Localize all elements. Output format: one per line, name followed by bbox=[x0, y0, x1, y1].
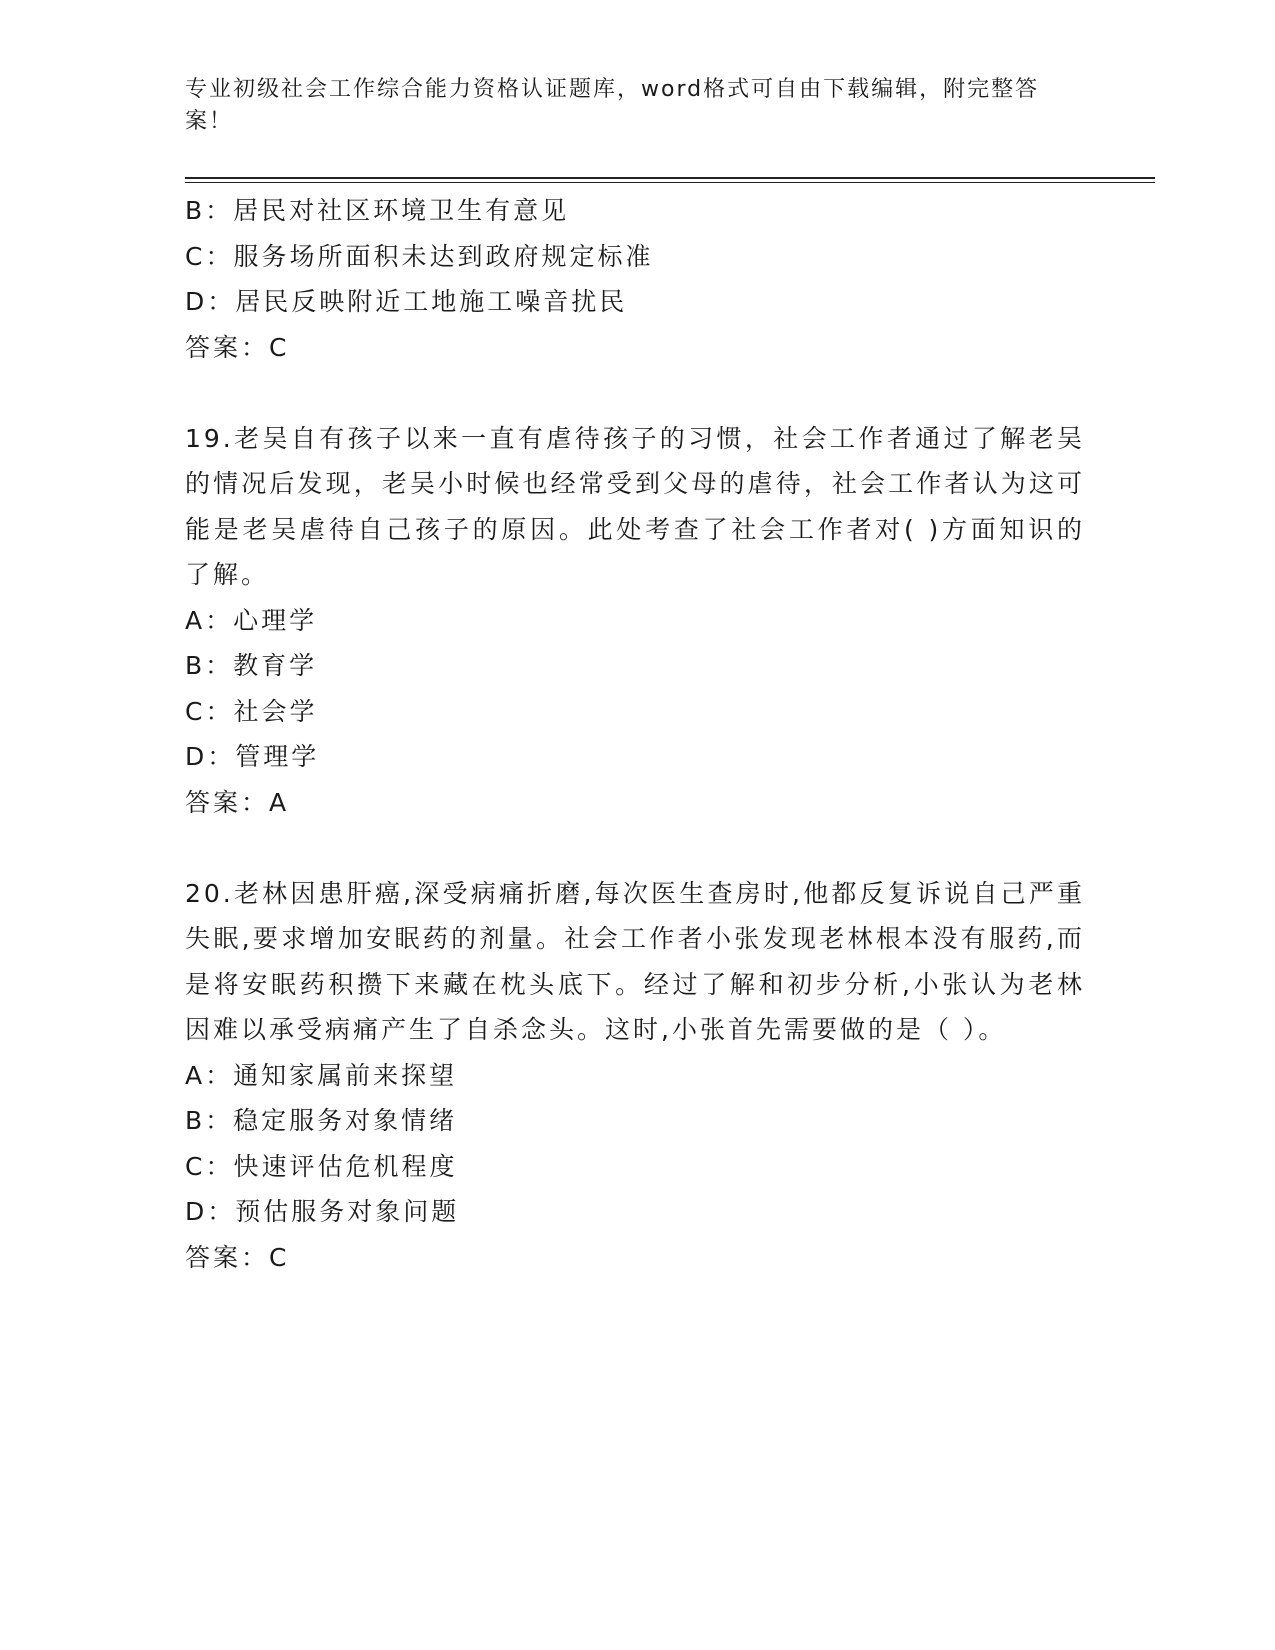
option-c: C：服务场所面积未达到政府规定标准 bbox=[185, 241, 654, 271]
question-stem: 19.老吴自有孩子以来一直有虐待孩子的习惯，社会工作者通过了解老吴的情况后发现，老吴小时候也经常受到父母的虐待，社会工作者认为这可能是老吴虐待自己孩子的原因。此处考查了社会工作者对( )方面知识的了解。 bbox=[185, 423, 1085, 589]
spacer bbox=[185, 825, 1085, 871]
option-a: A：心理学 bbox=[185, 605, 318, 635]
option-b: B：教育学 bbox=[185, 651, 318, 680]
option-b: B：居民对社区环境卫生有意见 bbox=[185, 196, 570, 225]
question-20 bbox=[185, 871, 1085, 1281]
question-stem: 20.老林因患肝癌,深受病痛折磨,每次医生查房时,他都反复诉说自己严重失眠,要求增加安眠药的剂量。社会工作者小张发现老林根本没有服药,而是将安眠药积攒下来藏在枕头底下。经过了解和初步分析,小张认为老林因难以承受病痛产生了自杀念头。这时,小张首先需要做的是（ ）。 bbox=[185, 878, 1085, 1044]
header-divider bbox=[185, 177, 1155, 179]
answer: 答案：A bbox=[185, 787, 290, 817]
option-c: C：社会学 bbox=[185, 696, 318, 726]
spacer bbox=[185, 370, 1085, 416]
option-d: D：预估服务对象问题 bbox=[185, 1197, 460, 1226]
answer: 答案：C bbox=[185, 1242, 290, 1272]
option-b: B：稳定服务对象情绪 bbox=[185, 1106, 458, 1135]
page-header: 专业初级社会工作综合能力资格认证题库，word格式可自由下载编辑，附完整答案！ bbox=[185, 77, 1040, 134]
header-divider-thin bbox=[185, 182, 1155, 183]
option-c: C：快速评估危机程度 bbox=[185, 1151, 458, 1181]
question-19 bbox=[185, 416, 1085, 826]
option-d: D：居民反映附近工地施工噪音扰民 bbox=[185, 287, 628, 316]
option-d: D：管理学 bbox=[185, 742, 320, 771]
question-18-tail bbox=[185, 188, 1085, 370]
document-body bbox=[185, 188, 1085, 1280]
answer: 答案：C bbox=[185, 332, 290, 362]
option-a: A：通知家属前来探望 bbox=[185, 1060, 458, 1090]
